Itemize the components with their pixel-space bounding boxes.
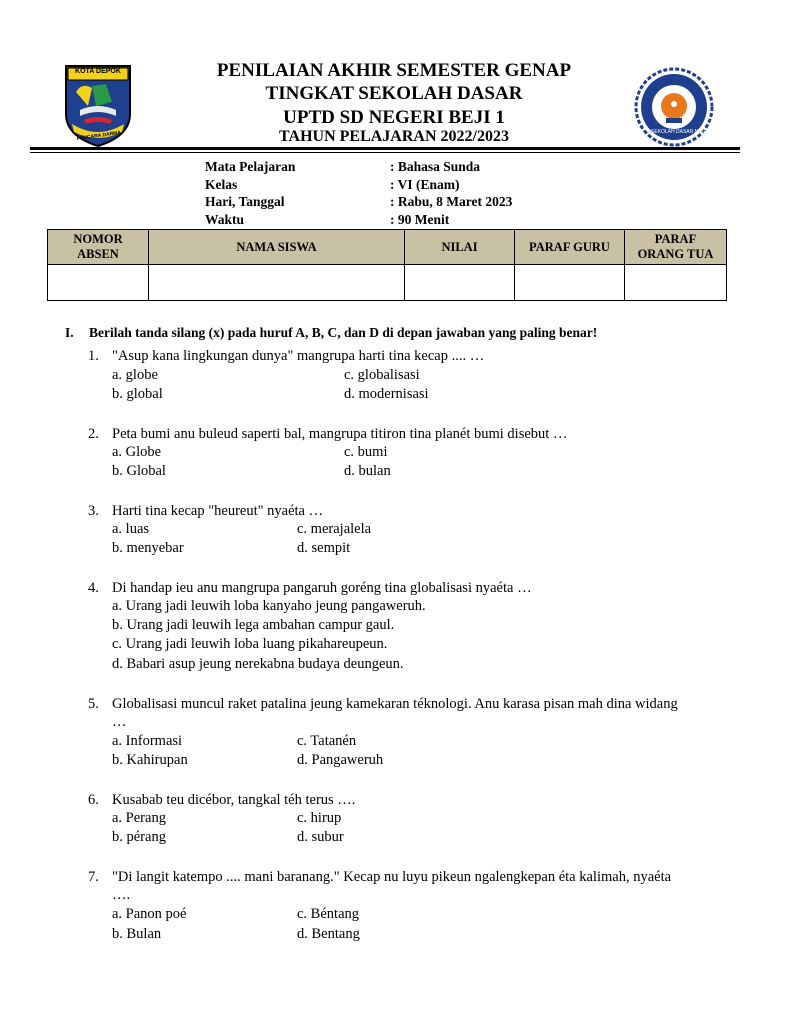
info-row-subject: [205, 158, 605, 176]
exam-header: [0, 0, 768, 150]
exam-title: PENILAIAN AKHIR SEMESTER GENAP: [216, 60, 572, 81]
option-b[interactable]: b. Bulan: [112, 926, 162, 942]
question-number: 7.: [88, 869, 99, 885]
section-number: I.: [65, 325, 74, 340]
school-name: UPTD SD NEGERI BEJI 1: [283, 107, 505, 128]
question-text: Peta bumi anu buleud saperti bal, mangrupa titiron tina planét bumi disebut …: [112, 426, 568, 442]
option-d[interactable]: d. modernisasi: [344, 386, 429, 402]
header-rule-thin: [30, 152, 740, 153]
option-a[interactable]: a. Perang: [112, 810, 166, 826]
option-a[interactable]: a. Panon poé: [112, 906, 187, 922]
info-row-date: [205, 193, 605, 211]
info-label: Mata Pelajaran: [205, 159, 296, 174]
header-rule-thick: [30, 147, 740, 150]
question-number: 2.: [88, 426, 99, 442]
option-d[interactable]: d. Bentang: [297, 926, 360, 942]
student-id-table: [47, 229, 727, 301]
info-value: : Rabu, 8 Maret 2023: [390, 194, 513, 209]
header-teacher-signature: PARAF GURU: [515, 230, 625, 265]
question-number: 4.: [88, 580, 99, 596]
emblem-motto: PANCARA DARMA: [76, 129, 122, 143]
info-label: Kelas: [205, 176, 238, 192]
question-text: Globalisasi muncul raket patalina jeung kamekaran téknologi. Anu karasa pisan mah dina widang: [112, 696, 678, 712]
question-number: 6.: [88, 792, 99, 808]
instruction-text: Berilah tanda silang (x) pada huruf A, B, C, dan D di depan jawaban yang paling benar!: [89, 325, 598, 340]
option-d[interactable]: d. bulan: [344, 463, 391, 479]
option-c[interactable]: c. Tatanén: [297, 733, 357, 749]
school-level: TINGKAT SEKOLAH DASAR: [265, 83, 523, 104]
question-text: Kusabab teu dicébor, tangkal téh terus ….: [112, 792, 356, 808]
question-text: "Di langit katempo .... mani baranang." Kecap nu luyu pikeun ngalengkepan éta kalimah, nyaéta: [112, 869, 672, 885]
option-b[interactable]: b. Urang jadi leuwih lega ambahan campur gaul.: [112, 617, 395, 633]
question-number: 1.: [88, 348, 99, 364]
option-a[interactable]: a. Globe: [112, 444, 162, 460]
emblem-label: KOTA DEPOK: [75, 68, 121, 75]
score-field[interactable]: [405, 265, 515, 301]
question-number: 3.: [88, 503, 99, 519]
info-label: Hari, Tanggal: [205, 194, 285, 209]
option-b[interactable]: b. Kahirupan: [112, 752, 188, 768]
option-a[interactable]: a. luas: [112, 521, 150, 537]
student-name-field[interactable]: [149, 265, 405, 301]
info-value: : 90 Menit: [390, 211, 450, 227]
option-b[interactable]: b. Global: [112, 463, 166, 479]
option-b[interactable]: b. global: [112, 386, 163, 402]
option-c[interactable]: c. Urang jadi leuwih loba luang pikahareupeun.: [112, 636, 388, 652]
option-c[interactable]: c. bumi: [344, 444, 388, 460]
question-number: 5.: [88, 696, 99, 712]
option-c[interactable]: c. globalisasi: [344, 367, 420, 383]
option-b[interactable]: b. pérang: [112, 829, 166, 845]
info-value: : VI (Enam): [390, 176, 460, 192]
option-d[interactable]: d. sempit: [297, 540, 351, 556]
question-continuation: …: [112, 714, 127, 730]
teacher-signature-field[interactable]: [515, 265, 625, 301]
header-parent-signature: PARAF ORANG TUA: [625, 230, 727, 265]
exam-info: [205, 158, 605, 228]
option-c[interactable]: c. hirup: [297, 810, 342, 826]
question-continuation: ….: [112, 887, 131, 903]
info-value: : Bahasa Sunda: [390, 159, 481, 174]
info-row-class: [205, 176, 605, 194]
option-d[interactable]: d. Pangaweruh: [297, 752, 384, 768]
option-c[interactable]: c. Béntang: [297, 906, 360, 922]
info-label: Waktu: [205, 211, 245, 227]
academic-year: TAHUN PELAJARAN 2022/2023: [279, 128, 509, 145]
option-c[interactable]: c. merajalela: [297, 521, 372, 537]
option-a[interactable]: a. globe: [112, 367, 158, 383]
option-d[interactable]: d. Babari asup jeung nerekabna budaya deungeun.: [112, 656, 404, 672]
seal-label: SEKOLAH DASAR NEGERI BEJI 1 KOTA DEPOK: [651, 129, 764, 135]
table-input-row: [48, 265, 727, 301]
question-text: Harti tina kecap "heureut" nyaéta …: [112, 503, 324, 519]
info-row-time: [205, 211, 605, 229]
question-text: Di handap ieu anu mangrupa pangaruh goréng tina globalisasi nyaéta …: [112, 580, 532, 596]
option-a[interactable]: a. Informasi: [112, 733, 183, 749]
option-d[interactable]: d. subur: [297, 829, 344, 845]
question-text: "Asup kana lingkungan dunya" mangrupa harti tina kecap .... …: [112, 348, 485, 364]
header-score: NILAI: [405, 230, 515, 265]
header-student-name: NAMA SISWA: [149, 230, 405, 265]
parent-signature-field[interactable]: [625, 265, 727, 301]
option-a[interactable]: a. Urang jadi leuwih loba kanyaho jeung pangaweruh.: [112, 598, 426, 614]
option-b[interactable]: b. menyebar: [112, 540, 184, 556]
attendance-number-field[interactable]: [48, 265, 149, 301]
header-attendance-number: NOMOR ABSEN: [48, 230, 149, 265]
table-header-row: [48, 230, 727, 265]
